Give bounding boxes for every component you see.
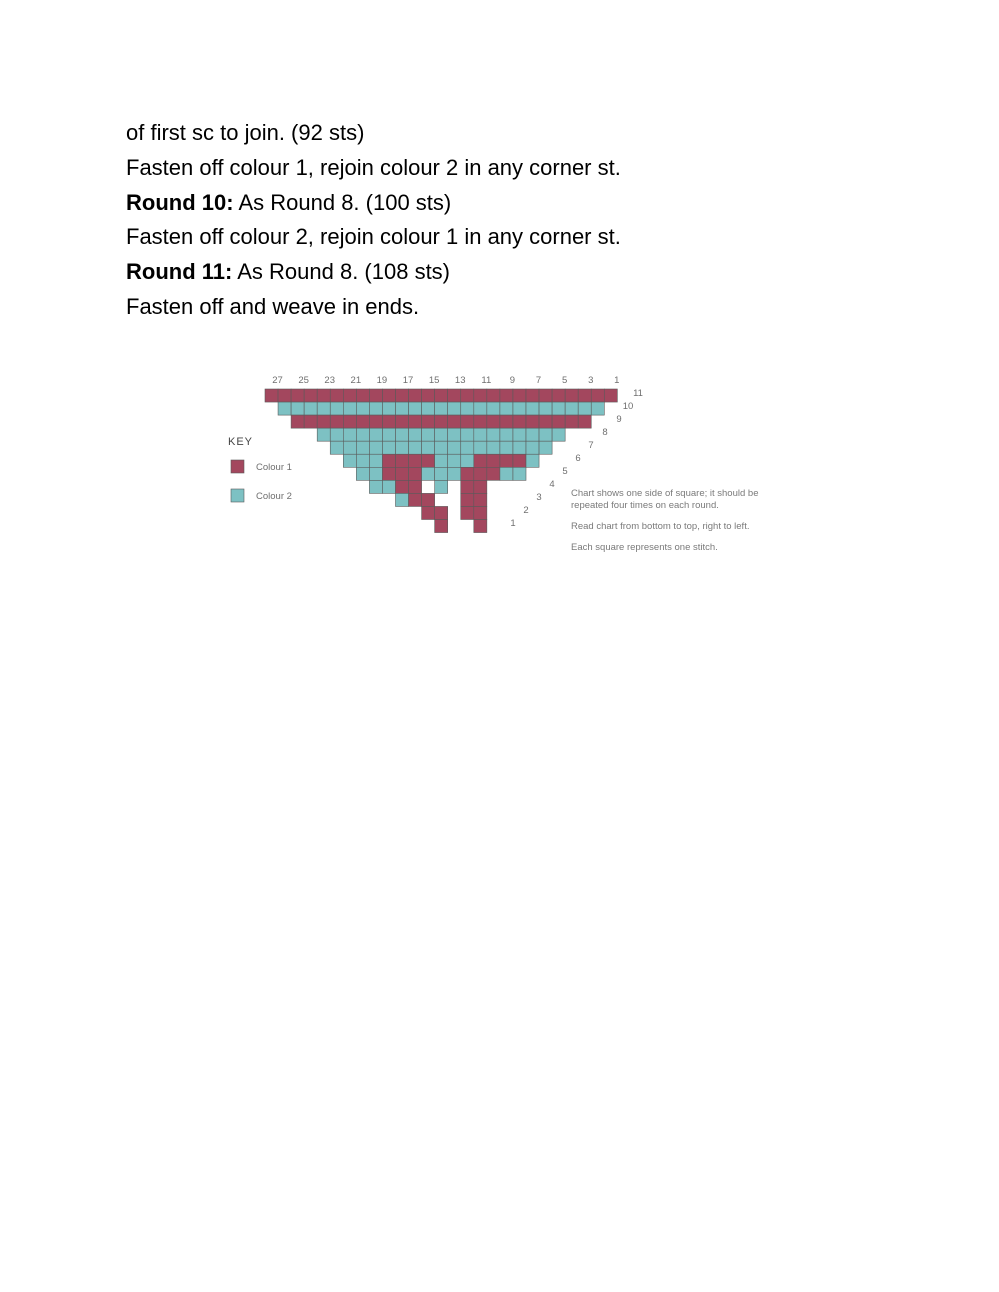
chart-cell xyxy=(474,441,487,454)
chart-note: Chart shows one side of square; it should be xyxy=(571,488,759,499)
instruction-line: Fasten off colour 2, rejoin colour 1 in any corner st. xyxy=(126,224,621,250)
chart-cell xyxy=(461,467,474,480)
chart-cell xyxy=(448,402,461,415)
row-label: 8 xyxy=(602,427,608,438)
chart-cell xyxy=(356,428,369,441)
chart-canvas xyxy=(222,368,822,568)
chart-cell xyxy=(500,415,513,428)
chart-cell xyxy=(461,454,474,467)
column-label: 9 xyxy=(509,375,516,386)
chart-cell xyxy=(343,428,356,441)
column-label: 23 xyxy=(324,375,336,386)
chart-cell xyxy=(565,389,578,402)
chart-cell xyxy=(343,415,356,428)
key-label: Colour 2 xyxy=(256,491,292,502)
chart-cell xyxy=(474,520,487,533)
instructions-text xyxy=(126,116,886,325)
chart-cell xyxy=(474,467,487,480)
chart-note: Each square represents one stitch. xyxy=(571,542,718,553)
chart-cell xyxy=(422,428,435,441)
chart-cell xyxy=(474,480,487,493)
chart-cell xyxy=(317,415,330,428)
chart-cell xyxy=(435,480,448,493)
chart-cell xyxy=(539,389,552,402)
column-label: 25 xyxy=(298,375,309,386)
chart-cell xyxy=(500,467,513,480)
chart-cell xyxy=(552,389,565,402)
chart-cell xyxy=(474,402,487,415)
chart-cell xyxy=(317,389,330,402)
chart-cell xyxy=(396,389,409,402)
chart-cell xyxy=(330,415,343,428)
key-swatch xyxy=(231,489,244,502)
chart-cell xyxy=(448,415,461,428)
chart-cell xyxy=(304,415,317,428)
chart-note: repeated four times on each round. xyxy=(571,500,719,511)
chart-cell xyxy=(448,428,461,441)
chart-cell xyxy=(513,389,526,402)
chart-cell xyxy=(552,415,565,428)
chart-cell xyxy=(396,441,409,454)
chart-cell xyxy=(422,415,435,428)
chart-cell xyxy=(552,428,565,441)
chart-cell xyxy=(409,480,422,493)
chart-cell xyxy=(435,506,448,519)
row-label: 10 xyxy=(622,401,634,412)
chart-cell xyxy=(330,389,343,402)
chart-cell xyxy=(539,402,552,415)
chart-cell xyxy=(356,402,369,415)
chart-cell xyxy=(435,454,448,467)
chart-cell xyxy=(461,389,474,402)
chart-cell xyxy=(382,402,395,415)
chart-cell xyxy=(265,389,278,402)
chart-cell xyxy=(526,415,539,428)
column-label: 19 xyxy=(376,375,388,386)
chart-cell xyxy=(500,402,513,415)
row-label: 6 xyxy=(575,453,581,464)
column-label: 11 xyxy=(481,375,492,386)
chart-cell xyxy=(396,493,409,506)
chart-cell xyxy=(330,428,343,441)
column-label: 17 xyxy=(402,375,414,386)
chart-cell xyxy=(409,441,422,454)
chart-cell xyxy=(317,428,330,441)
chart-cell xyxy=(382,415,395,428)
chart-cell xyxy=(461,441,474,454)
chart-cell xyxy=(435,467,448,480)
chart-cell xyxy=(382,389,395,402)
chart-cell xyxy=(291,415,304,428)
chart-cell xyxy=(578,389,591,402)
chart-cell xyxy=(565,415,578,428)
chart-cell xyxy=(539,428,552,441)
chart-cell xyxy=(552,402,565,415)
chart-cell xyxy=(343,454,356,467)
row-label: 1 xyxy=(510,518,516,529)
chart-cell xyxy=(487,441,500,454)
chart-cell xyxy=(409,402,422,415)
instruction-line: Fasten off and weave in ends. xyxy=(126,293,420,319)
chart-cell xyxy=(591,402,604,415)
chart-cell xyxy=(422,389,435,402)
chart-cell xyxy=(461,415,474,428)
chart-cell xyxy=(500,428,513,441)
key-swatch xyxy=(231,460,244,473)
instruction-line: Fasten off colour 1, rejoin colour 2 in any corner st. xyxy=(126,154,621,180)
chart-cell xyxy=(526,402,539,415)
chart-cell xyxy=(487,467,500,480)
chart-cell xyxy=(356,389,369,402)
chart-cell xyxy=(304,402,317,415)
column-label: 1 xyxy=(614,375,620,386)
chart-cell xyxy=(382,480,395,493)
chart-cell xyxy=(356,415,369,428)
chart-cell xyxy=(487,402,500,415)
chart-cell xyxy=(369,441,382,454)
instruction-line: Round 10: As Round 8. (100 sts) xyxy=(126,189,452,215)
chart-cell xyxy=(369,389,382,402)
chart-cell xyxy=(448,441,461,454)
chart-cell xyxy=(396,454,409,467)
chart-cell xyxy=(278,402,291,415)
chart-cell xyxy=(330,402,343,415)
row-label: 2 xyxy=(523,505,529,516)
chart-cell xyxy=(578,415,591,428)
chart-cell xyxy=(461,506,474,519)
chart-cell xyxy=(539,415,552,428)
chart-cell xyxy=(369,467,382,480)
chart-cell xyxy=(409,493,422,506)
chart-cell xyxy=(578,402,591,415)
chart-cell xyxy=(396,467,409,480)
chart-note: Read chart from bottom to top, right to left. xyxy=(571,521,750,532)
chart-cell xyxy=(291,389,304,402)
chart-cell xyxy=(513,467,526,480)
chart-cell xyxy=(396,428,409,441)
key-label: Colour 1 xyxy=(256,462,292,473)
row-label: 11 xyxy=(633,388,643,399)
column-label: 7 xyxy=(535,375,542,386)
chart-cell xyxy=(304,389,317,402)
chart-cell xyxy=(513,415,526,428)
chart-cell xyxy=(487,454,500,467)
row-label: 9 xyxy=(616,414,622,425)
chart-cell xyxy=(526,454,539,467)
chart-cell xyxy=(526,389,539,402)
chart-cell xyxy=(565,402,578,415)
chart-cell xyxy=(409,389,422,402)
chart-cell xyxy=(500,454,513,467)
chart-cell xyxy=(291,402,304,415)
chart-cell xyxy=(422,506,435,519)
chart-cell xyxy=(474,415,487,428)
instruction-line: Round 11: As Round 8. (108 sts) xyxy=(126,259,451,285)
row-label: 5 xyxy=(562,466,568,477)
chart-cell xyxy=(448,389,461,402)
chart-cell xyxy=(382,428,395,441)
chart-cell xyxy=(513,402,526,415)
chart-cell xyxy=(461,428,474,441)
chart-cell xyxy=(448,454,461,467)
chart-cell xyxy=(474,389,487,402)
chart-cell xyxy=(448,467,461,480)
chart-cell xyxy=(369,402,382,415)
chart-cell xyxy=(526,441,539,454)
chart-cell xyxy=(369,428,382,441)
chart-cell xyxy=(513,428,526,441)
column-label: 21 xyxy=(350,375,362,386)
chart-cell xyxy=(382,467,395,480)
column-label: 3 xyxy=(588,375,594,386)
chart-cell xyxy=(356,454,369,467)
chart-cell xyxy=(474,454,487,467)
chart-cell xyxy=(356,441,369,454)
row-label: 3 xyxy=(536,492,542,503)
chart-cell xyxy=(369,454,382,467)
chart-cell xyxy=(343,402,356,415)
chart-cell xyxy=(435,428,448,441)
chart-cell xyxy=(409,467,422,480)
chart-cell xyxy=(422,441,435,454)
chart-cell xyxy=(409,454,422,467)
chart-cell xyxy=(422,454,435,467)
chart-cell xyxy=(526,428,539,441)
chart-cell xyxy=(474,493,487,506)
chart-cell xyxy=(435,520,448,533)
chart-cell xyxy=(356,467,369,480)
chart-cell xyxy=(474,506,487,519)
chart-cell xyxy=(461,402,474,415)
chart-cell xyxy=(461,480,474,493)
column-label: 15 xyxy=(428,375,440,386)
chart-cell xyxy=(422,493,435,506)
chart-cell xyxy=(461,493,474,506)
chart-cell xyxy=(474,428,487,441)
column-label: 5 xyxy=(561,375,568,386)
row-label: 4 xyxy=(549,479,555,490)
chart-cell xyxy=(487,428,500,441)
column-label: 13 xyxy=(454,375,466,386)
chart-cell xyxy=(500,441,513,454)
chart-cell xyxy=(422,402,435,415)
chart-cell xyxy=(278,389,291,402)
chart-cell xyxy=(343,389,356,402)
row-label: 7 xyxy=(588,440,594,451)
chart-cell xyxy=(487,415,500,428)
chart-cell xyxy=(343,441,356,454)
chart-cell xyxy=(317,402,330,415)
chart-cell xyxy=(435,389,448,402)
chart-cell xyxy=(382,454,395,467)
instruction-line: of first sc to join. (92 sts) xyxy=(126,120,365,145)
chart-cell xyxy=(513,454,526,467)
chart-cell xyxy=(513,441,526,454)
chart-cell xyxy=(604,389,617,402)
chart-cell xyxy=(369,415,382,428)
key-title: KEY xyxy=(228,436,254,448)
chart-cell xyxy=(435,441,448,454)
chart-cell xyxy=(396,402,409,415)
chart-cell xyxy=(396,480,409,493)
chart-cell xyxy=(330,441,343,454)
chart-cell xyxy=(435,402,448,415)
chart-cell xyxy=(422,467,435,480)
chart-cell xyxy=(435,415,448,428)
chart-cell xyxy=(369,480,382,493)
chart-cell xyxy=(539,441,552,454)
chart-cell xyxy=(487,389,500,402)
chart-cell xyxy=(396,415,409,428)
chart-cell xyxy=(591,389,604,402)
chart-cell xyxy=(382,441,395,454)
column-label: 27 xyxy=(272,375,283,386)
chart-cell xyxy=(409,415,422,428)
chart-cell xyxy=(409,428,422,441)
stitch-chart xyxy=(222,368,822,568)
chart-cell xyxy=(500,389,513,402)
